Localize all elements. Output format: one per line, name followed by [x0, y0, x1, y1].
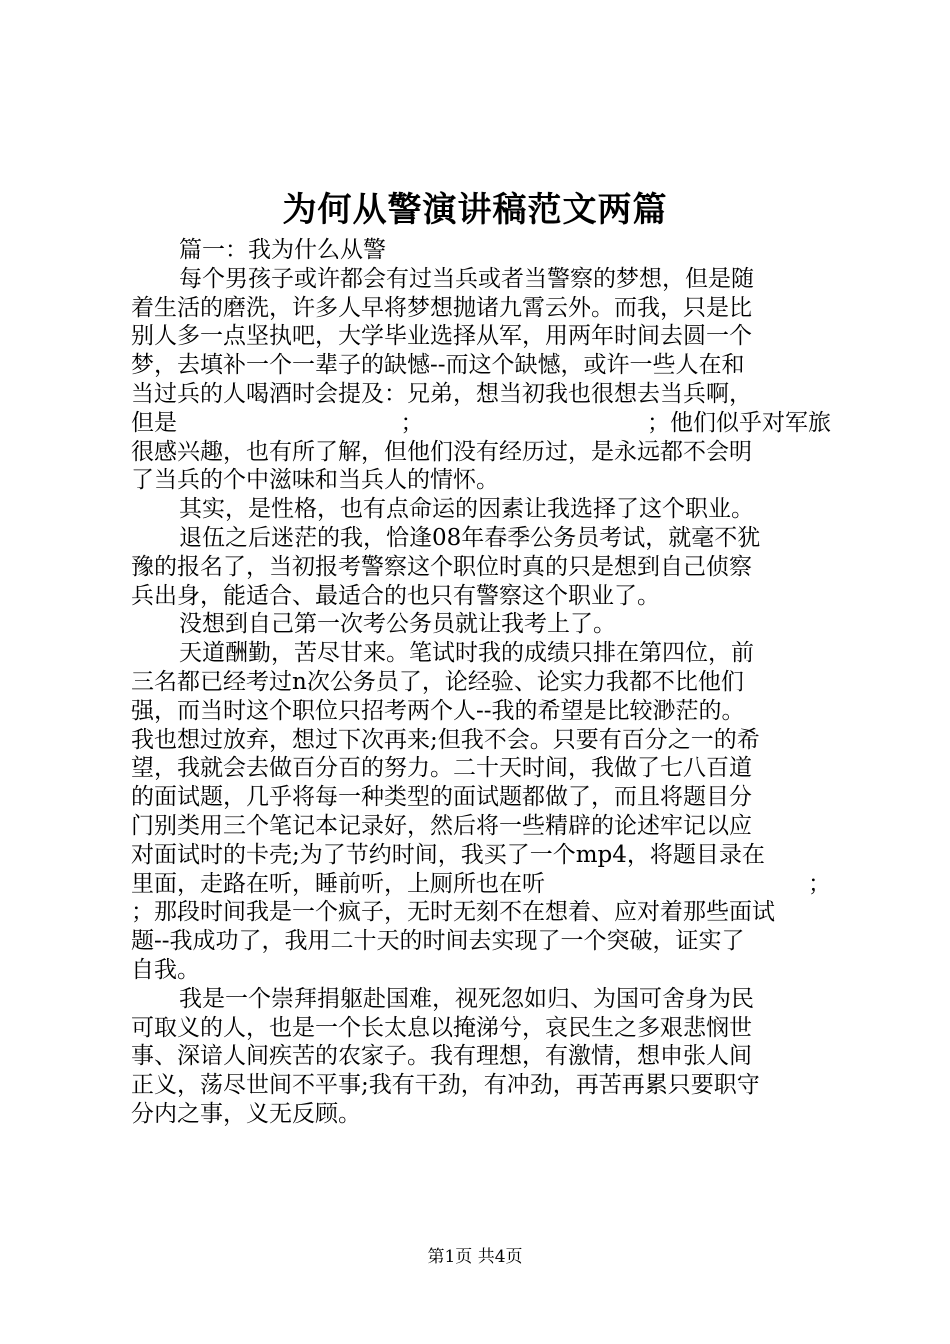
paragraph-line: 兵出身，能适合、最适合的也只有警察这个职业了。 — [131, 582, 660, 609]
paragraph-line: 着生活的磨洗，许多人早将梦想抛诸九霄云外。而我，只是比 — [131, 294, 752, 321]
paragraph-line: 其实，是性格，也有点命运的因素让我选择了这个职业。 — [179, 496, 754, 523]
paragraph-line: 当过兵的人喝酒时会提及：兄弟，想当初我也很想去当兵啊， — [131, 380, 752, 407]
paragraph-line: 了当兵的个中滋味和当兵人的情怀。 — [131, 467, 499, 494]
line-segment: ； — [808, 870, 831, 897]
paragraph-line: 天道酬勤，苦尽甘来。笔试时我的成绩只排在第四位，前 — [179, 640, 754, 667]
paragraph-line-spaced — [131, 409, 831, 438]
paragraph-line-spaced — [131, 870, 831, 899]
paragraph-line: 我也想过放弃，想过下次再来;但我不会。只要有百分之一的希 — [131, 726, 760, 753]
paragraph-line: 可取义的人，也是一个长太息以掩涕兮，哀民生之多艰悲悯世 — [131, 1014, 752, 1041]
paragraph-line: 退伍之后迷茫的我，恰逢08年春季公务员考试，就毫不犹 — [179, 524, 761, 551]
line-segment: ； — [400, 409, 424, 436]
paragraph-line: 对面试时的卡壳;为了节约时间，我买了一个mp4，将题目录在 — [131, 841, 765, 868]
section-heading: 篇一：我为什么从警 — [179, 237, 386, 263]
paragraph-line: 别人多一点坚执吧，大学毕业选择从军，用两年时间去圆一个 — [131, 323, 752, 350]
paragraph-line: 梦，去填补一个一辈子的缺憾--而这个缺憾，或许一些人在和 — [131, 352, 745, 379]
paragraph-line: 每个男孩子或许都会有过当兵或者当警察的梦想，但是随 — [179, 265, 754, 292]
paragraph-line: 三名都已经考过n次公务员了，论经验、论实力我都不比他们 — [131, 668, 744, 695]
document-body — [131, 236, 831, 1129]
paragraph-line: 没想到自己第一次考公务员就让我考上了。 — [179, 611, 616, 638]
paragraph-line: 题--我成功了，我用二十天的时间去实现了一个突破，证实了 — [131, 928, 745, 955]
paragraph-line: 分内之事，义无反顾。 — [131, 1100, 361, 1127]
line-segment: 但是 — [131, 409, 177, 436]
line-segment: ；他们似乎对军旅 — [647, 409, 831, 436]
paragraph-line: 自我。 — [131, 956, 200, 983]
line-segment: 里面，走路在听，睡前听，上厕所也在听 — [131, 870, 545, 897]
paragraph-line: 望，我就会去做百分百的努力。二十天时间，我做了七八百道 — [131, 755, 752, 782]
paragraph-line: 豫的报名了，当初报考警察这个职位时真的只是想到自己侦察 — [131, 553, 752, 580]
paragraph-line: 正义，荡尽世间不平事;我有干劲，有冲劲，再苦再累只要职守 — [131, 1072, 760, 1099]
paragraph-line: 强，而当时这个职位只招考两个人--我的希望是比较渺茫的。 — [131, 697, 745, 724]
paragraph-line: 我是一个崇拜捐躯赴国难，视死忽如归、为国可舍身为民 — [179, 985, 754, 1012]
paragraph-line: 很感兴趣，也有所了解，但他们没有经历过，是永远都不会明 — [131, 438, 752, 465]
paragraph-line: 门别类用三个笔记本记录好，然后将一些精辟的论述牢记以应 — [131, 812, 752, 839]
paragraph-line: 的面试题，几乎将每一种类型的面试题都做了，而且将题目分 — [131, 784, 752, 811]
page-footer: 第1页 共4页 — [427, 1247, 523, 1267]
paragraph-line: ；那段时间我是一个疯子，无时无刻不在想着、应对着那些面试 — [131, 899, 775, 926]
paragraph-line: 事、深谙人间疾苦的农家子。我有理想，有激情，想申张人间 — [131, 1043, 752, 1070]
document-title: 为何从警演讲稿范文两篇 — [282, 190, 668, 230]
